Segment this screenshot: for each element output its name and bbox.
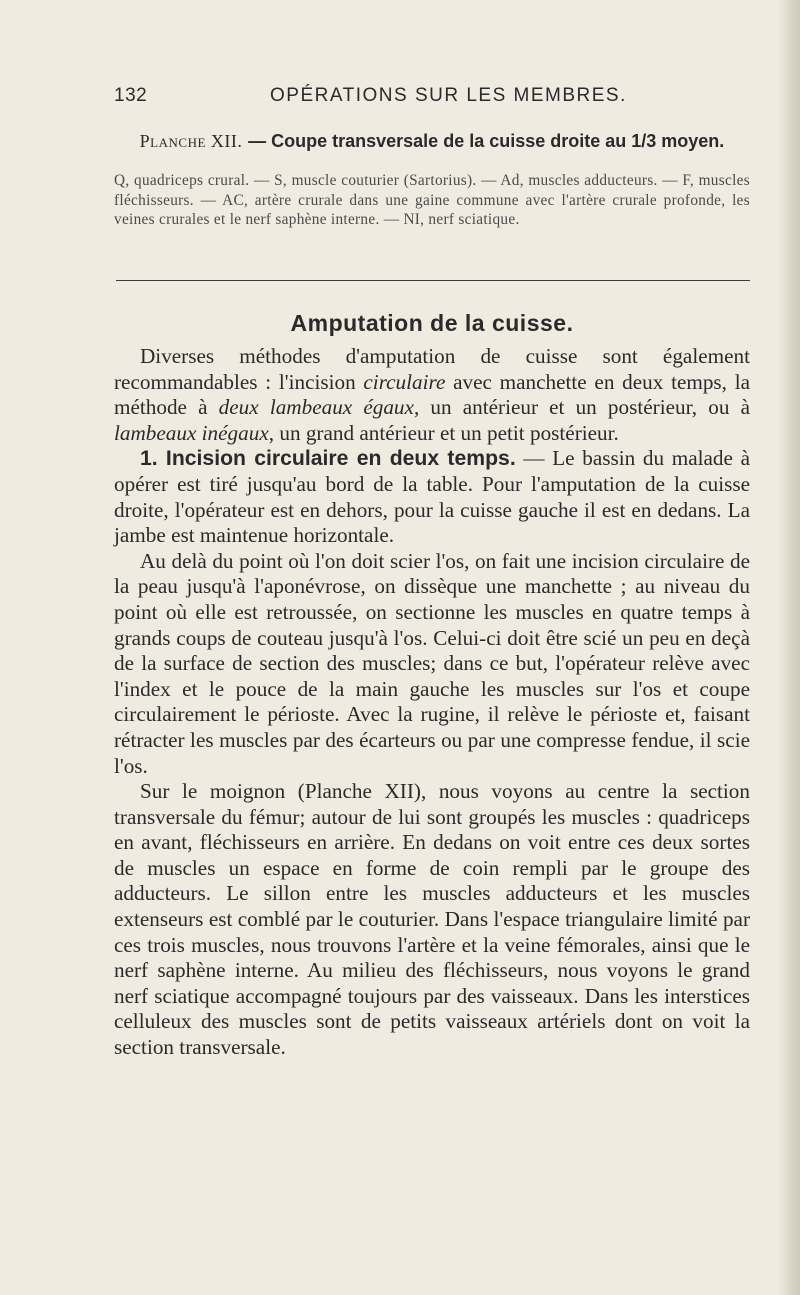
p2-text: — Le bassin du malade à opérer est tiré jusqu'au bord de la table. Pour l'amputation de la cuisse droite, l'opérateur est en dehors, pour la cuisse gauche il est en dedans. La jambe est maintenue horizontale.	[114, 446, 750, 548]
caption-title	[114, 130, 750, 153]
running-title: OPÉRATIONS SUR LES MEMBRES.	[270, 85, 627, 106]
p1-italic-lambeaux-inegaux: lambeaux inégaux	[114, 420, 269, 445]
paragraph-4: Sur le moignon (Planche XII), nous voyons au centre la section transversale du fémur; autour de lui sont groupés les muscles : quadriceps en avant, fléchisseurs en arrière. En dedans on voit entre ces deux sortes de muscles un espace en forme de coin rempli par le groupe des adducteurs. Le sillon entre les muscles adducteurs et les muscles extenseurs est comblé par le couturier. Dans l'espace triangulaire limité par ces trois muscles, nous trouvons l'artère et la veine fémorales, ainsi que le nerf saphène interne. Au milieu des fléchisseurs, nous voyons le grand nerf sciatique accompagné toujours par des vaisseaux. Dans les interstices celluleux des muscles sont de petits vaisseaux artériels dont on voit la section transversale.	[114, 779, 750, 1060]
subsection-heading: 1. Incision circulaire en deux temps.	[140, 447, 516, 471]
body-text	[114, 344, 750, 1061]
p1-italic-deux-lambeaux: deux lambeaux égaux	[218, 395, 414, 420]
p1-text-b: avec manchette en deux temps, la méthode à	[114, 369, 750, 420]
p1-text-c: , un antérieur et un postérieur, ou à	[413, 395, 750, 420]
plate-label: Planche XII.	[139, 131, 243, 151]
caption-legend: Q, quadriceps crural. — S, muscle couturier (Sartorius). — Ad, muscles adducteurs. — F, muscles fléchisseurs. — AC, artère crurale dans une gaine commune avec l'artère crurale profonde, les veines crurales et le nerf saphène interne. — NI, nerf sciatique.	[114, 172, 750, 228]
paragraph-2	[114, 446, 750, 548]
separator-rule	[116, 280, 750, 281]
figure-caption	[114, 130, 750, 230]
plate-title: — Coupe transversale de la cuisse droite au 1/3 moyen.	[248, 131, 725, 151]
page-header	[114, 85, 750, 113]
p1-text-d: , un grand antérieur et un petit postérieur.	[268, 420, 619, 445]
page-edge-shadow	[778, 0, 800, 1295]
paragraph-3: Au delà du point où l'on doit scier l'os, on fait une incision circulaire de la peau jusqu'à l'aponévrose, on dissèque une manchette ; au niveau du point où elle est retroussée, on sectionne les muscles en quatre temps à grands coups de couteau jusqu'à l'os. Celui-ci doit être scié un peu en deçà de la surface de section des muscles; dans ce but, l'opérateur relève avec l'index et le pouce de la main gauche les muscles sur l'os et coupe circulairement le périoste. Avec la rugine, il relève le périoste et, faisant rétracter les muscles par des écarteurs ou par une compresse fendue, il scie l'os.	[114, 548, 750, 778]
p1-text-a: Diverses méthodes d'amputation de cuisse sont également recommandables : l'incision	[114, 344, 750, 394]
p1-italic-circulaire: circulaire	[363, 369, 446, 394]
page-number: 132	[114, 85, 148, 106]
paragraph-1	[114, 344, 750, 446]
section-heading: Amputation de la cuisse.	[290, 310, 574, 336]
